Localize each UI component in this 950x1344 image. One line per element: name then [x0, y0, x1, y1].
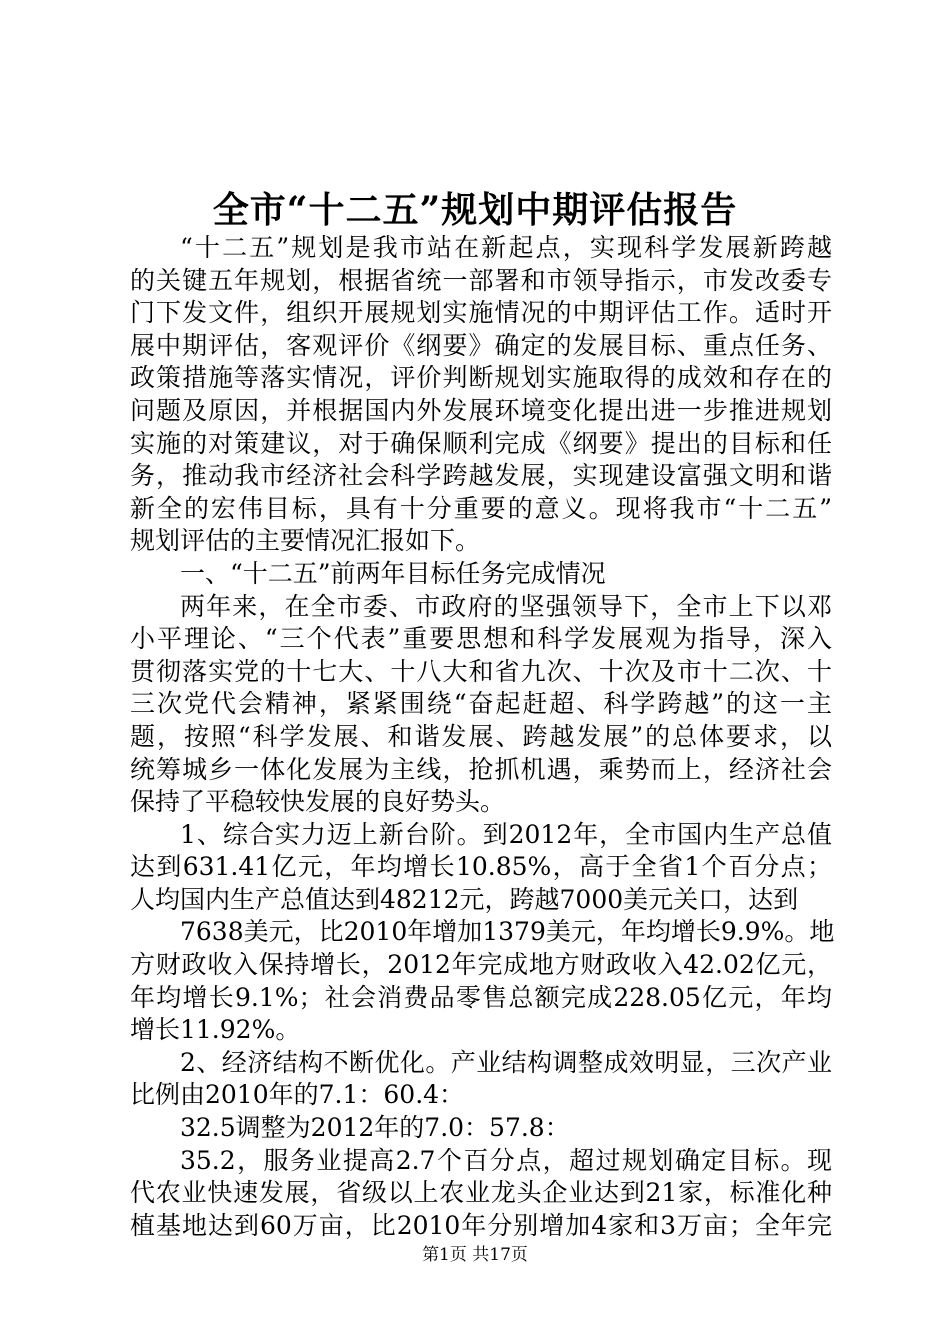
text-line: 务，推动我市经济社会科学跨越发展，实现建设富强文明和谐: [130, 461, 832, 491]
text-line: 一、“十二五”前两年目标任务完成情况: [180, 558, 606, 588]
text-line: 门下发文件，组织开展规划实施情况的中期评估工作。适时开: [130, 298, 832, 328]
text-line: 规划评估的主要情况汇报如下。: [130, 526, 481, 556]
text-line: 32.5调整为2012年的7.0：57.8：: [180, 1113, 570, 1143]
text-line: 新全的宏伟目标，具有十分重要的意义。现将我市“十二五”: [130, 493, 832, 523]
text-line: 三次党代会精神，紧紧围绕“奋起赶超、科学跨越”的这一主: [130, 689, 832, 719]
text-line: 1、综合实力迈上新台阶。到2012年，全市国内生产总值: [180, 819, 832, 849]
text-line: 实施的对策建议，对于确保顺利完成《纲要》提出的目标和任: [130, 428, 832, 458]
text-line: 贯彻落实党的十七大、十八大和省九次、十次及市十二次、十: [130, 656, 832, 686]
text-line: 人均国内生产总值达到48212元，跨越7000美元关口，达到: [130, 884, 799, 914]
text-line: 植基地达到60万亩，比2010年分别增加4家和3万亩；全年完: [130, 1210, 832, 1240]
text-line: 展中期评估，客观评价《纲要》确定的发展目标、重点任务、: [130, 330, 832, 360]
text-line: 达到631.41亿元，年均增长10.85%，高于全省1个百分点；: [130, 852, 832, 882]
text-line: 35.2，服务业提高2.7个百分点，超过规划确定目标。现: [180, 1145, 832, 1175]
text-line: 7638美元，比2010年增加1379美元，年均增长9.9%。地: [180, 917, 835, 947]
text-line: 题，按照“科学发展、和谐发展、跨越发展”的总体要求，以: [130, 721, 832, 751]
page-footer: 第1页 共17页: [422, 1245, 528, 1265]
text-line: 方财政收入保持增长，2012年完成地方财政收入42.02亿元，: [130, 950, 832, 980]
text-line: 保持了平稳较快发展的良好势头。: [130, 787, 506, 817]
document-body: [130, 232, 835, 1242]
text-line: 年均增长9.1%；社会消费品零售总额完成228.05亿元，年均: [130, 982, 832, 1012]
text-line: 2、经济结构不断优化。产业结构调整成效明显，三次产业: [180, 1047, 832, 1077]
text-line: 增长11.92%。: [130, 1015, 301, 1045]
text-line: 小平理论、“三个代表”重要思想和科学发展观为指导，深入: [130, 624, 832, 654]
text-line: “十二五”规划是我市站在新起点，实现科学发展新跨越: [180, 233, 832, 262]
text-line: 统筹城乡一体化发展为主线，抢抓机遇，乘势而上，经济社会: [130, 754, 832, 784]
text-line: 政策措施等落实情况，评价判断规划实施取得的成效和存在的: [130, 363, 832, 393]
text-line: 比例由2010年的7.1：60.4：: [130, 1080, 465, 1110]
document-title: 全市“十二五”规划中期评估报告: [212, 189, 738, 231]
text-line: 代农业快速发展，省级以上农业龙头企业达到21家，标准化种: [130, 1178, 832, 1208]
text-line: 问题及原因，并根据国内外发展环境变化提出进一步推进规划: [130, 395, 832, 425]
text-line: 两年来，在全市委、市政府的坚强领导下，全市上下以邓: [180, 591, 832, 621]
text-line: 的关键五年规划，根据省统一部署和市领导指示，市发改委专: [130, 265, 832, 295]
